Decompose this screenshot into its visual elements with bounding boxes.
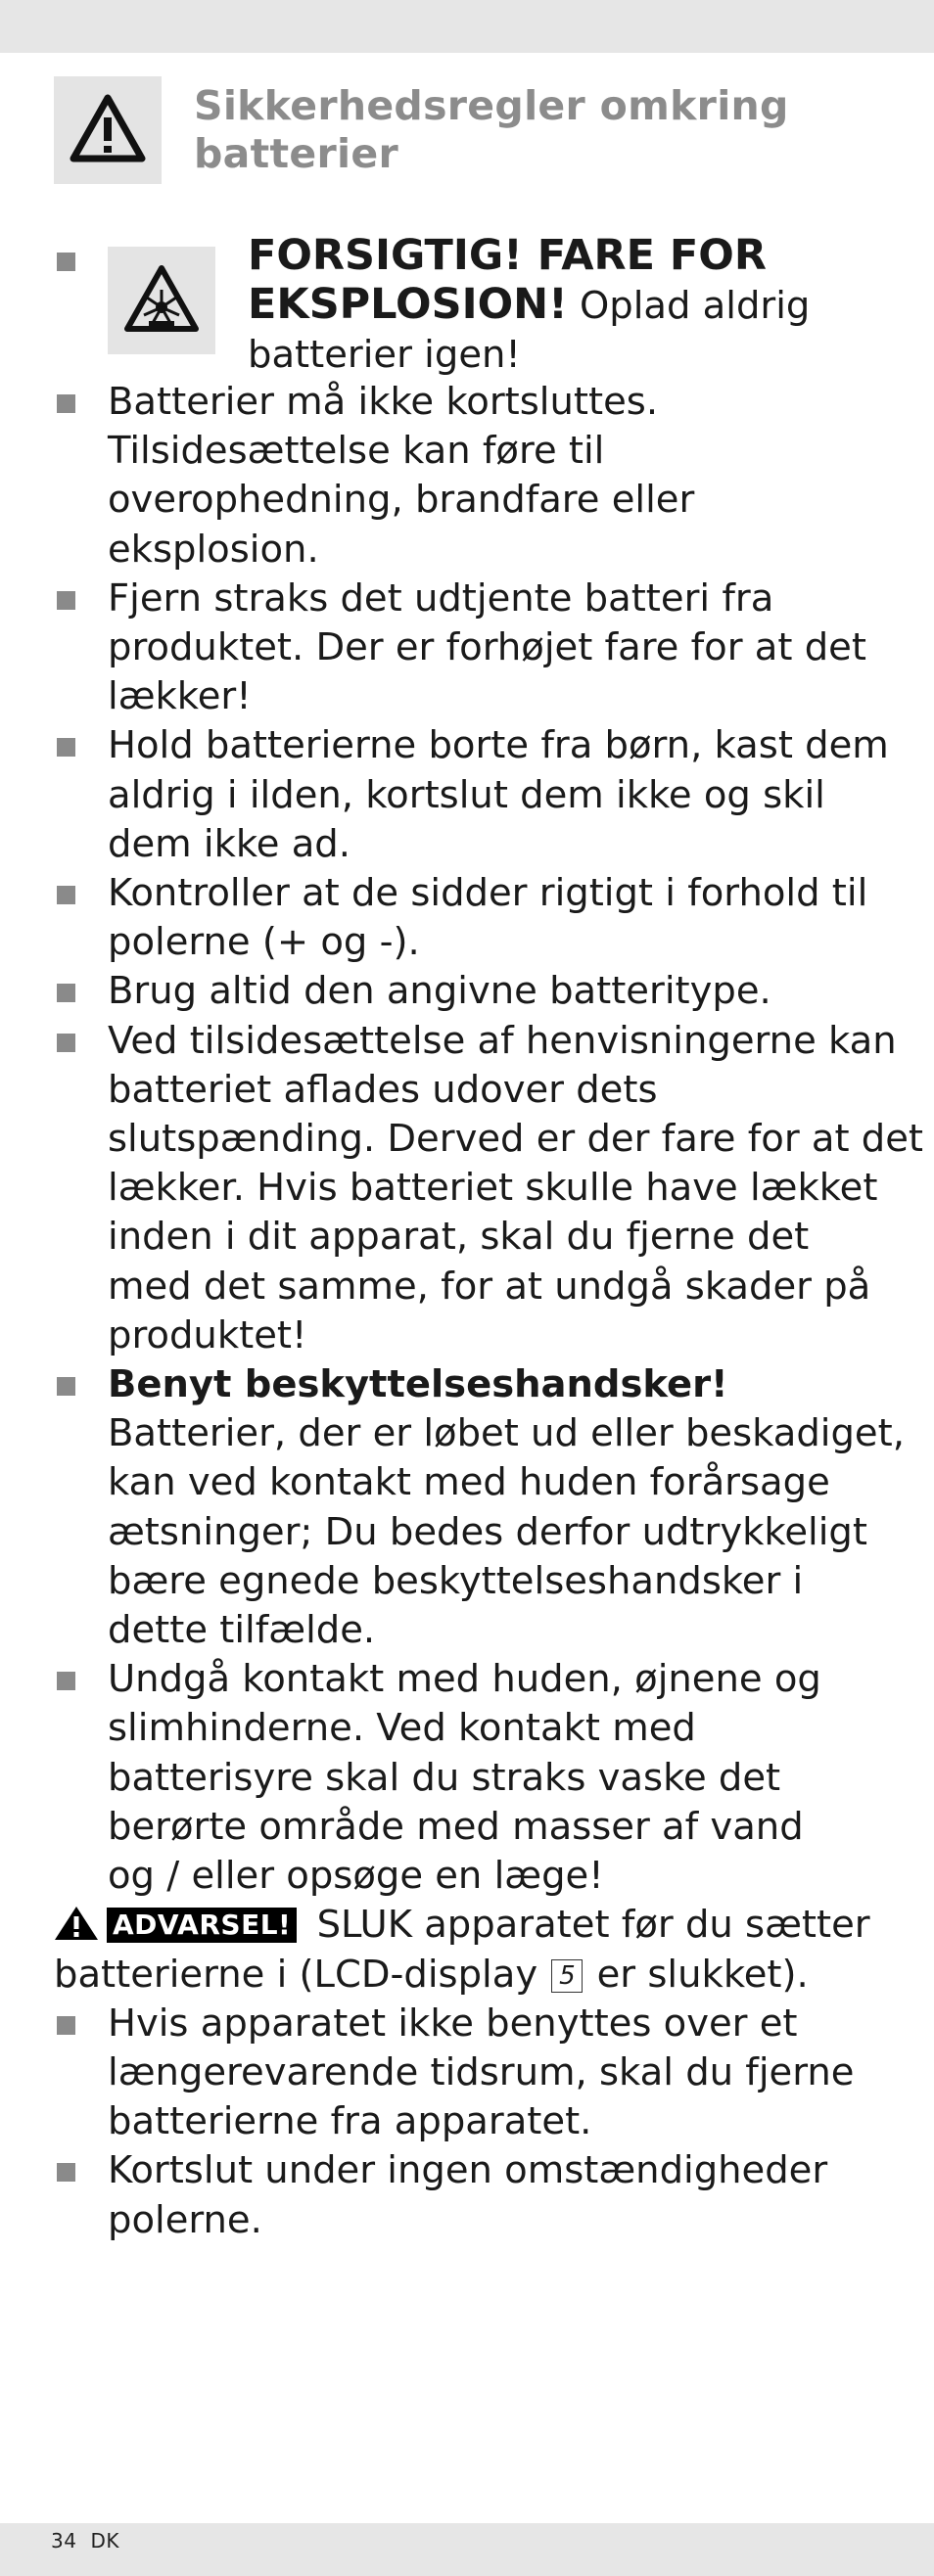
bullet xyxy=(57,2163,75,2182)
bullet xyxy=(57,253,75,271)
list-item xyxy=(54,1655,896,1901)
language-code: DK xyxy=(90,2529,119,2553)
item-text: inden i dit apparat, skal du fjerne det xyxy=(108,1215,810,1260)
item-text: Tilsidesættelse kan føre til xyxy=(108,429,605,474)
item-text: batteriet aflades udover dets xyxy=(108,1067,658,1112)
bullet xyxy=(57,394,75,413)
item-text: polerne (+ og -). xyxy=(108,920,420,965)
item-text: ætsninger; Du bedes derfor udtrykkeligt xyxy=(108,1509,867,1554)
bullet xyxy=(57,738,75,757)
item-text: og / eller opsøge en læge! xyxy=(108,1854,604,1899)
top-bar xyxy=(0,0,934,53)
item-text: slimhinderne. Ved kontakt med xyxy=(108,1706,696,1751)
item-text: Hold batterierne borte fra børn, kast dem xyxy=(108,723,889,768)
item-text: Fjern straks det udtjente batteri fra xyxy=(108,575,774,621)
item-text: dem ikke ad. xyxy=(108,821,350,866)
item-text: kan ved kontakt med huden forårsage xyxy=(108,1460,830,1505)
item-text: batterisyre skal du straks vaske det xyxy=(108,1755,781,1800)
list-item xyxy=(54,967,896,1016)
list-item xyxy=(54,869,896,967)
explosion-hazard-icon xyxy=(108,247,215,354)
list-item xyxy=(54,1360,905,1655)
item-text: batterier igen! xyxy=(248,333,521,378)
warning-text: batterierne i (LCD-display xyxy=(54,1952,550,1997)
list-item xyxy=(54,575,896,722)
warning-triangle-icon xyxy=(54,1905,99,1940)
item-text: Oplad aldrig xyxy=(567,284,811,328)
title-line: batterier xyxy=(194,130,399,177)
bullet xyxy=(57,1672,75,1690)
item-text: produktet! xyxy=(108,1312,307,1357)
reference-number: 5 xyxy=(551,1959,583,1993)
item-text: Ved tilsidesættelse af henvisningerne kan xyxy=(108,1018,897,1063)
danger-heading: FORSIGTIG! FARE FOR xyxy=(248,231,767,280)
item-text: batterierne fra apparatet. xyxy=(108,2099,592,2144)
item-text: Undgå kontakt med huden, øjnene og xyxy=(108,1657,821,1702)
item-text: Hvis apparatet ikke benyttes over et xyxy=(108,2001,798,2046)
item-text: Batterier må ikke kortsluttes. xyxy=(108,380,659,424)
safety-list xyxy=(54,231,924,2245)
list-item xyxy=(54,378,896,575)
page-title xyxy=(194,82,789,178)
bullet xyxy=(57,1034,75,1052)
list-item xyxy=(54,2000,896,2147)
warning-text: er slukket). xyxy=(584,1952,809,1997)
danger-heading: EKSPLOSION! xyxy=(248,280,568,329)
bullet xyxy=(57,984,75,1002)
item-text: polerne. xyxy=(108,2197,262,2242)
bullet xyxy=(57,591,75,610)
list-item xyxy=(54,1017,924,1360)
list-item xyxy=(54,231,896,378)
explosion-warning-text xyxy=(248,231,810,380)
item-text: produktet. Der er forhøjet fare for at det xyxy=(108,625,866,670)
item-text: bære egnede beskyttelseshandsker i xyxy=(108,1558,804,1603)
warning-text: SLUK apparatet før du sætter xyxy=(304,1903,870,1948)
warning-badge: ADVARSEL! xyxy=(107,1908,297,1943)
item-text: Kortslut under ingen omstændigheder xyxy=(108,2148,828,2193)
item-heading: Benyt beskyttelseshandsker! xyxy=(108,1362,728,1407)
item-text: Kontroller at de sidder rigtigt i forhold til xyxy=(108,871,868,916)
item-text: Brug altid den angivne batteritype. xyxy=(108,969,771,1014)
item-text: længerevarende tidsrum, skal du fjerne xyxy=(108,2049,855,2094)
item-text: dette tilfælde. xyxy=(108,1608,376,1653)
item-text: Batterier, der er løbet ud eller beskadiget, xyxy=(108,1411,905,1456)
footer-bar xyxy=(0,2523,934,2576)
page-footer xyxy=(51,2528,133,2553)
item-text: overophedning, brandfare eller xyxy=(108,478,695,523)
item-text: eksplosion. xyxy=(108,527,319,572)
warning-triangle-icon xyxy=(54,76,162,184)
page-number: 34 xyxy=(51,2529,77,2553)
item-text: lækker. Hvis batteriet skulle have lækket xyxy=(108,1166,878,1211)
bullet xyxy=(57,1377,75,1396)
item-text: med det samme, for at undgå skader på xyxy=(108,1264,871,1309)
bullet xyxy=(57,886,75,904)
section-header xyxy=(54,76,896,184)
item-text: berørte område med masser af vand xyxy=(108,1804,804,1849)
item-text: slutspænding. Derved er der fare for at det xyxy=(108,1117,924,1162)
item-text: lækker! xyxy=(108,674,252,719)
bullet xyxy=(57,2016,75,2035)
list-item xyxy=(54,721,896,869)
list-item xyxy=(54,2146,896,2244)
item-text: aldrig i ilden, kortslut dem ikke og skil xyxy=(108,772,825,817)
warning-note xyxy=(54,1901,896,1999)
title-line: Sikkerhedsregler omkring xyxy=(194,82,789,129)
